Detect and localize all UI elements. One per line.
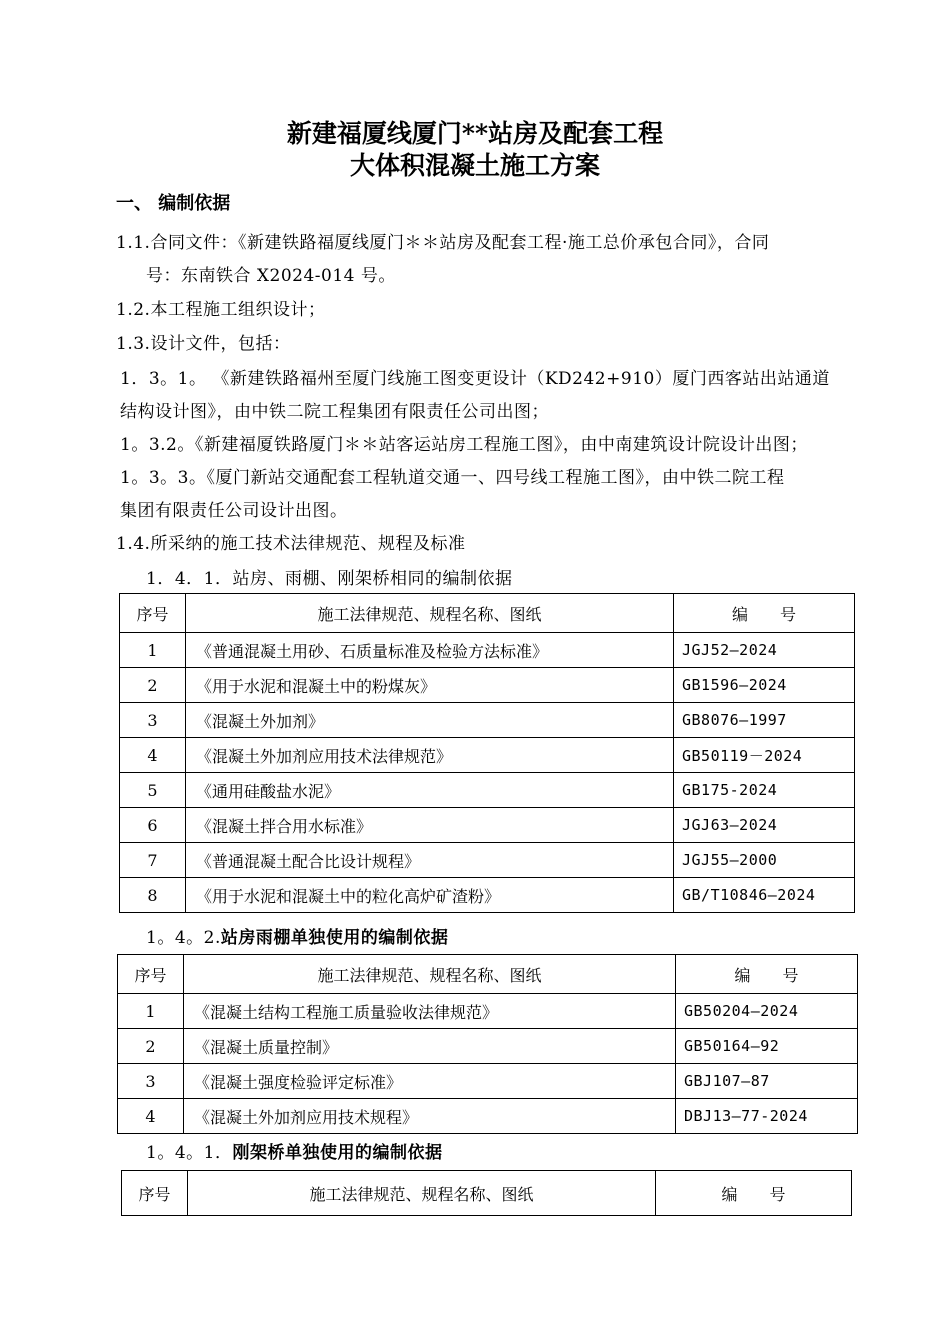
row-code: DBJ13—77-2024 [676,1099,858,1134]
header-no: 序号 [120,594,186,633]
header-code: 编 号 [676,955,858,994]
subheading-prefix: 1．4．1． [146,569,233,589]
row-name: 《混凝土拌合用水标准》 [186,808,674,843]
row-code: GB50164—92 [676,1029,858,1064]
paragraph-1-3-1a: 1．3。1。 《新建铁路福州至厦门线施工图变更设计（KD242+910）厦门西客站出站通道 [120,369,830,389]
row-no: 1 [120,633,186,668]
paragraph-1-3-3a: 1。3。3。《厦门新站交通配套工程轨道交通一、四号线工程施工图》，由中铁二院工程 [120,468,785,488]
row-code: GB/T10846—2024 [674,878,855,913]
row-no: 4 [120,738,186,773]
subheading-text: 站房、雨棚、刚架桥相同的编制依据 [232,569,513,589]
row-name: 《混凝土外加剂应用技术规程》 [184,1099,676,1134]
header-code: 编 号 [656,1171,852,1216]
header-name: 施工法律规范、规程名称、图纸 [188,1171,656,1216]
row-name: 《用于水泥和混凝土中的粉煤灰》 [186,668,674,703]
table-row [118,1099,858,1134]
row-no: 1 [118,994,184,1029]
paragraph-1-4: 1.4.所采纳的施工技术法律规范、规程及标准 [116,534,466,554]
row-no: 4 [118,1099,184,1134]
row-name: 《通用硅酸盐水泥》 [186,773,674,808]
row-name: 《混凝土结构工程施工质量验收法律规范》 [184,994,676,1029]
paragraph-1-3-3b: 集团有限责任公司设计出图。 [120,501,348,521]
row-code: GBJ107—87 [676,1064,858,1099]
header-no: 序号 [122,1171,188,1216]
standards-table-station [117,954,858,1134]
row-no: 5 [120,773,186,808]
header-name: 施工法律规范、规程名称、图纸 [186,594,674,633]
row-code: GB175-2024 [674,773,855,808]
row-no: 3 [120,703,186,738]
header-no: 序号 [118,955,184,994]
table-row [120,878,855,913]
table-row [118,1029,858,1064]
row-name: 《混凝土质量控制》 [184,1029,676,1064]
row-name: 《普通混凝土用砂、石质量标准及检验方法标准》 [186,633,674,668]
row-name: 《用于水泥和混凝土中的粒化高炉矿渣粉》 [186,878,674,913]
document-title-line2: 大体积混凝土施工方案 [349,151,600,180]
table-row [120,773,855,808]
row-no: 3 [118,1064,184,1099]
table-row [120,703,855,738]
row-code: JGJ63—2024 [674,808,855,843]
paragraph-1-3: 1.3.设计文件，包括： [116,334,291,354]
section-heading: 一、 编制依据 [116,193,231,214]
row-code: GB50119－2024 [674,738,855,773]
standards-table-bridge [121,1170,852,1216]
row-name: 《混凝土外加剂应用技术法律规范》 [186,738,674,773]
row-code: JGJ55—2000 [674,843,855,878]
table-row [120,738,855,773]
table-row [120,808,855,843]
row-name: 《混凝土强度检验评定标准》 [184,1064,676,1099]
paragraph-1-1a: 1.1.合同文件：《新建铁路福厦线厦门＊＊站房及配套工程·施工总价承包合同》，合同 [116,233,770,253]
subheading-1-4-2 [146,923,448,948]
subheading-prefix: 1。4。1． [146,1143,233,1163]
table-row [118,1064,858,1099]
table-row [120,843,855,878]
document-title-line1: 新建福厦线厦门**站房及配套工程 [286,119,664,148]
subheading-1-4-3 [146,1138,442,1163]
row-code: GB8076—1997 [674,703,855,738]
row-no: 6 [120,808,186,843]
row-no: 2 [118,1029,184,1064]
row-no: 7 [120,843,186,878]
subheading-prefix: 1。4。2. [146,928,221,948]
paragraph-1-1b: 号：东南铁合 X2024-014 号。 [146,266,396,286]
subheading-1-4-1 [146,564,512,589]
standards-table-common [119,593,855,913]
row-code: GB1596—2024 [674,668,855,703]
paragraph-1-2: 1.2.本工程施工组织设计； [116,300,326,320]
row-no: 8 [120,878,186,913]
row-code: GB50204—2024 [676,994,858,1029]
table-header-row [122,1171,852,1216]
row-no: 2 [120,668,186,703]
table-header-row [120,594,855,633]
paragraph-1-3-2: 1。3.2。《新建福厦铁路厦门＊＊站客运站房工程施工图》，由中南建筑设计院设计出图； [120,435,808,455]
row-code: JGJ52—2024 [674,633,855,668]
header-code: 编 号 [674,594,855,633]
subheading-text: 站房雨棚单独使用的编制依据 [220,928,449,948]
header-name: 施工法律规范、规程名称、图纸 [184,955,676,994]
table-row [118,994,858,1029]
subheading-text: 刚架桥单独使用的编制依据 [232,1143,443,1163]
table-row [120,633,855,668]
table-header-row [118,955,858,994]
row-name: 《混凝土外加剂》 [186,703,674,738]
row-name: 《普通混凝土配合比设计规程》 [186,843,674,878]
table-row [120,668,855,703]
paragraph-1-3-1b: 结构设计图》，由中铁二院工程集团有限责任公司出图； [120,402,549,422]
